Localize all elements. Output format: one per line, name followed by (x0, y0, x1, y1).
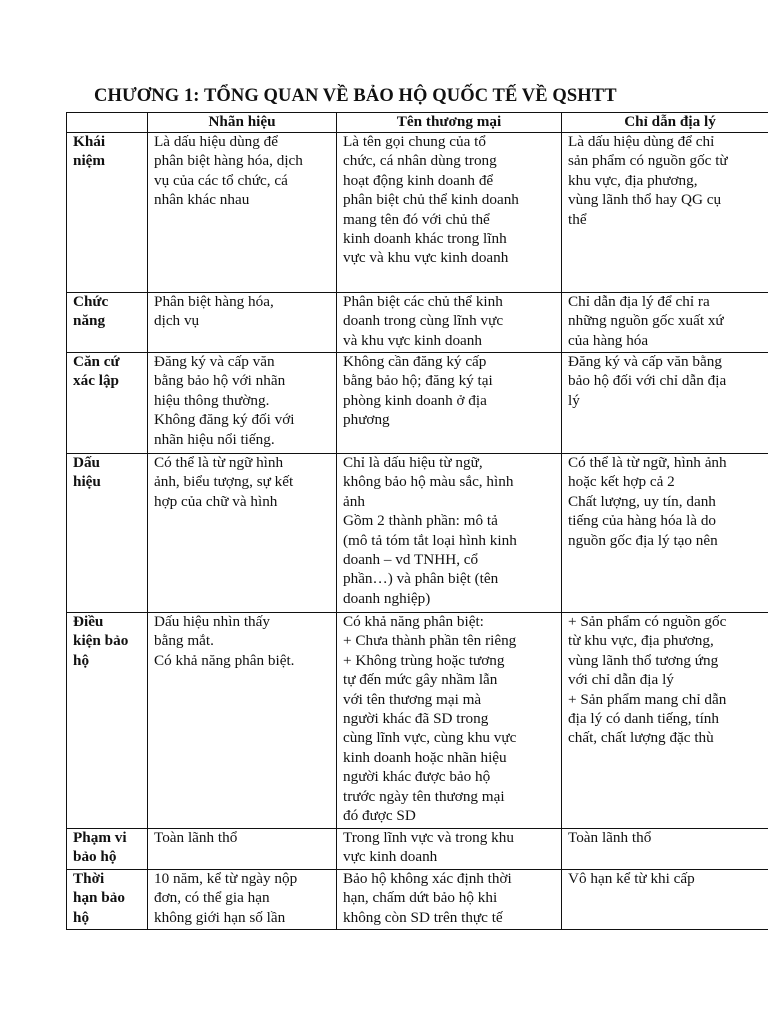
table-cell: Chỉ dẫn địa lý để chỉ ra những nguồn gốc xuất xứ của hàng hóa (562, 293, 768, 353)
header-trade-name: Tên thương mại (337, 113, 562, 133)
header-blank (67, 113, 148, 133)
row-sign (67, 454, 768, 613)
row-function (67, 293, 768, 353)
table-cell: Vô hạn kể từ khi cấp (562, 870, 768, 930)
row-label: Thời hạn bảo hộ (67, 870, 148, 930)
row-label: Điều kiện bảo hộ (67, 613, 148, 829)
table-cell: Toàn lãnh thổ (148, 829, 337, 870)
table-cell: Có thể là từ ngữ hình ảnh, biểu tượng, sự kết hợp của chữ và hình (148, 454, 337, 613)
table-cell: Phân biệt hàng hóa, dịch vụ (148, 293, 337, 353)
row-scope (67, 829, 768, 870)
table-cell: Là dấu hiệu dùng để chỉ sản phẩm có nguồn gốc từ khu vực, địa phương, vùng lãnh thổ hay QG cụ thể (562, 133, 768, 293)
table-cell: Chỉ là dấu hiệu từ ngữ, không bảo hộ màu sắc, hình ảnh Gồm 2 thành phần: mô tả (mô tả tóm tắt loại hình kinh doanh – vd TNHH, cổ phần…) và phân biệt (tên doanh nghiệp) (337, 454, 562, 613)
header-geographical-indication: Chỉ dẫn địa lý (562, 113, 768, 133)
row-label: Khái niệm (67, 133, 148, 293)
table-cell: Đăng ký và cấp văn bằng bảo hộ với nhãn hiệu thông thường. Không đăng ký đối với nhãn hiệu nổi tiếng. (148, 353, 337, 454)
table-cell: Trong lĩnh vực và trong khu vực kinh doanh (337, 829, 562, 870)
page-title: CHƯƠNG 1: TỔNG QUAN VỀ BẢO HỘ QUỐC TẾ VỀ QSHTT (94, 86, 617, 106)
row-basis (67, 353, 768, 454)
table-header-row (67, 113, 768, 133)
row-label: Phạm vi bảo hộ (67, 829, 148, 870)
table-cell: Là tên gọi chung của tổ chức, cá nhân dùng trong hoạt động kinh doanh để phân biệt chủ thể kinh doanh mang tên đó với chủ thể kinh doanh khác trong lĩnh vực và khu vực kinh doanh (337, 133, 562, 293)
table-cell: Bảo hộ không xác định thời hạn, chấm dứt bảo hộ khi không còn SD trên thực tế (337, 870, 562, 930)
row-label: Căn cứ xác lập (67, 353, 148, 454)
comparison-table (66, 112, 768, 930)
table-cell: Là dấu hiệu dùng để phân biệt hàng hóa, dịch vụ của các tổ chức, cá nhân khác nhau (148, 133, 337, 293)
row-term (67, 870, 768, 930)
row-concept (67, 133, 768, 293)
table-cell: Dấu hiệu nhìn thấy bằng mắt. Có khả năng phân biệt. (148, 613, 337, 829)
table-cell: Không cần đăng ký cấp bằng bảo hộ; đăng ký tại phòng kinh doanh ở địa phương (337, 353, 562, 454)
table-cell: Có khả năng phân biệt: + Chưa thành phần tên riêng + Không trùng hoặc tương tự đến mức gây nhầm lẫn với tên thương mại mà người khác đã SD trong cùng lĩnh vực, cùng khu vực kinh doanh hoặc nhãn hiệu người khác được bảo hộ trước ngày tên thương mại đó được SD (337, 613, 562, 829)
row-label: Chức năng (67, 293, 148, 353)
table-cell: + Sản phẩm có nguồn gốc từ khu vực, địa phương, vùng lãnh thổ tương ứng với chỉ dẫn địa lý + Sản phẩm mang chỉ dẫn địa lý có danh tiếng, tính chất, chất lượng đặc thù (562, 613, 768, 829)
table-cell: Có thể là từ ngữ, hình ảnh hoặc kết hợp cả 2 Chất lượng, uy tín, danh tiếng của hàng hóa là do nguồn gốc địa lý tạo nên (562, 454, 768, 613)
table-cell: Phân biệt các chủ thể kinh doanh trong cùng lĩnh vực và khu vực kinh doanh (337, 293, 562, 353)
table-cell: Đăng ký và cấp văn bằng bảo hộ đối với chỉ dẫn địa lý (562, 353, 768, 454)
row-conditions (67, 613, 768, 829)
row-label: Dấu hiệu (67, 454, 148, 613)
table-cell: Toàn lãnh thổ (562, 829, 768, 870)
table-cell: 10 năm, kể từ ngày nộp đơn, có thể gia hạn không giới hạn số lần (148, 870, 337, 930)
header-trademark: Nhãn hiệu (148, 113, 337, 133)
